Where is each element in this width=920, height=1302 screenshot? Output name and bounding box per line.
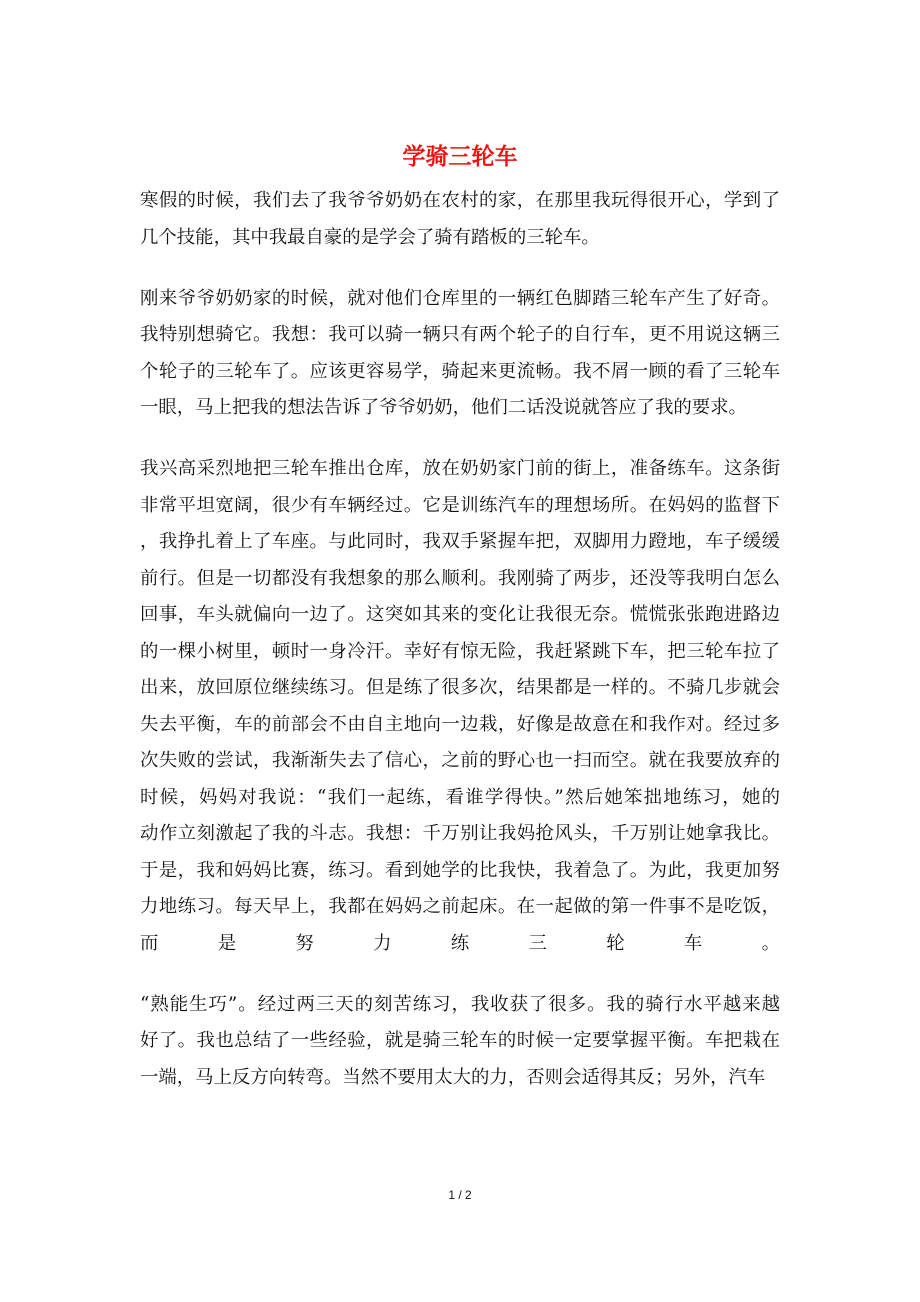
- text-line: 个轮子的三轮车了。应该更容易学，骑起来更流畅。我不屑一顾的看了三轮车: [140, 360, 780, 382]
- text-line: 失去平衡，车的前部会不由自主地向一边栽，好像是故意在和我作对。经过多: [140, 713, 780, 735]
- text-line: 次失败的尝试，我渐渐失去了信心，之前的野心也一扫而空。就在我要放弃的: [140, 750, 780, 771]
- text-line: 于是，我和妈妈比赛，练习。看到她学的比我快，我着急了。为此，我更加努: [140, 859, 780, 881]
- text-line: 时候，妈妈对我说：“我们一起练，看谁学得快。”然后她笨拙地练习，她的: [140, 786, 780, 808]
- document-title: 学骑三轮车: [402, 144, 518, 170]
- text-line: 好了。我也总结了一些经验，就是骑三轮车的时候一定要掌握平衡。车把栽在: [140, 1030, 780, 1051]
- text-line: 力地练习。每天早上，我都在妈妈之前起床。在一起做的第一件事不是吃饭，: [140, 896, 780, 917]
- text-line: 而是努力练三轮车。: [140, 932, 780, 954]
- text-line: ，我挣扎着上了车座。与此同时，我双手紧握车把，双脚用力蹬地，车子缓缓: [140, 531, 780, 552]
- paragraph: [140, 281, 780, 427]
- text-line: 一端，马上反方向转弯。当然不要用太大的力，否则会适得其反；另外，汽车: [140, 1066, 766, 1088]
- paragraph: [140, 183, 780, 256]
- text-line: 寒假的时候，我们去了我爷爷奶奶在农村的家，在那里我玩得很开心，学到了: [140, 190, 780, 211]
- text-line: 回事，车头就偏向一边了。这突如其来的变化让我很无奈。慌慌张张跑进路边: [140, 604, 780, 625]
- text-line: 的一棵小树里，顿时一身冷汗。幸好有惊无险，我赶紧跳下车，把三轮车拉了: [140, 640, 780, 662]
- document-body: [140, 183, 780, 1121]
- page-number: 1 / 2: [448, 1188, 472, 1202]
- text-line: 前行。但是一切都没有我想象的那么顺利。我刚骑了两步，还没等我明白怎么: [140, 567, 780, 589]
- paragraph: [140, 451, 780, 962]
- text-line: “熟能生巧”。经过两三天的刻苦练习，我收获了很多。我的骑行水平越来越: [140, 993, 780, 1015]
- text-line: 动作立刻激起了我的斗志。我想：千万别让我妈抢风头，千万别让她拿我比。: [140, 823, 780, 844]
- text-line: 刚来爷爷奶奶家的时候，就对他们仓库里的一辆红色脚踏三轮车产生了好奇。: [140, 287, 780, 309]
- text-line: 几个技能，其中我最自豪的是学会了骑有踏板的三轮车。: [140, 226, 600, 248]
- paragraph: [140, 987, 780, 1097]
- text-line: 出来，放回原位继续练习。但是练了很多次，结果都是一样的。不骑几步就会: [140, 677, 780, 698]
- text-line: 我特别想骑它。我想：我可以骑一辆只有两个轮子的自行车，更不用说这辆三: [140, 324, 780, 345]
- text-line: 我兴高采烈地把三轮车推出仓库，放在奶奶家门前的街上，准备练车。这条街: [140, 458, 780, 479]
- text-line: 一眼，马上把我的想法告诉了爷爷奶奶，他们二话没说就答应了我的要求。: [140, 397, 747, 418]
- text-line: 非常平坦宽阔，很少有车辆经过。它是训练汽车的理想场所。在妈妈的监督下: [140, 494, 780, 516]
